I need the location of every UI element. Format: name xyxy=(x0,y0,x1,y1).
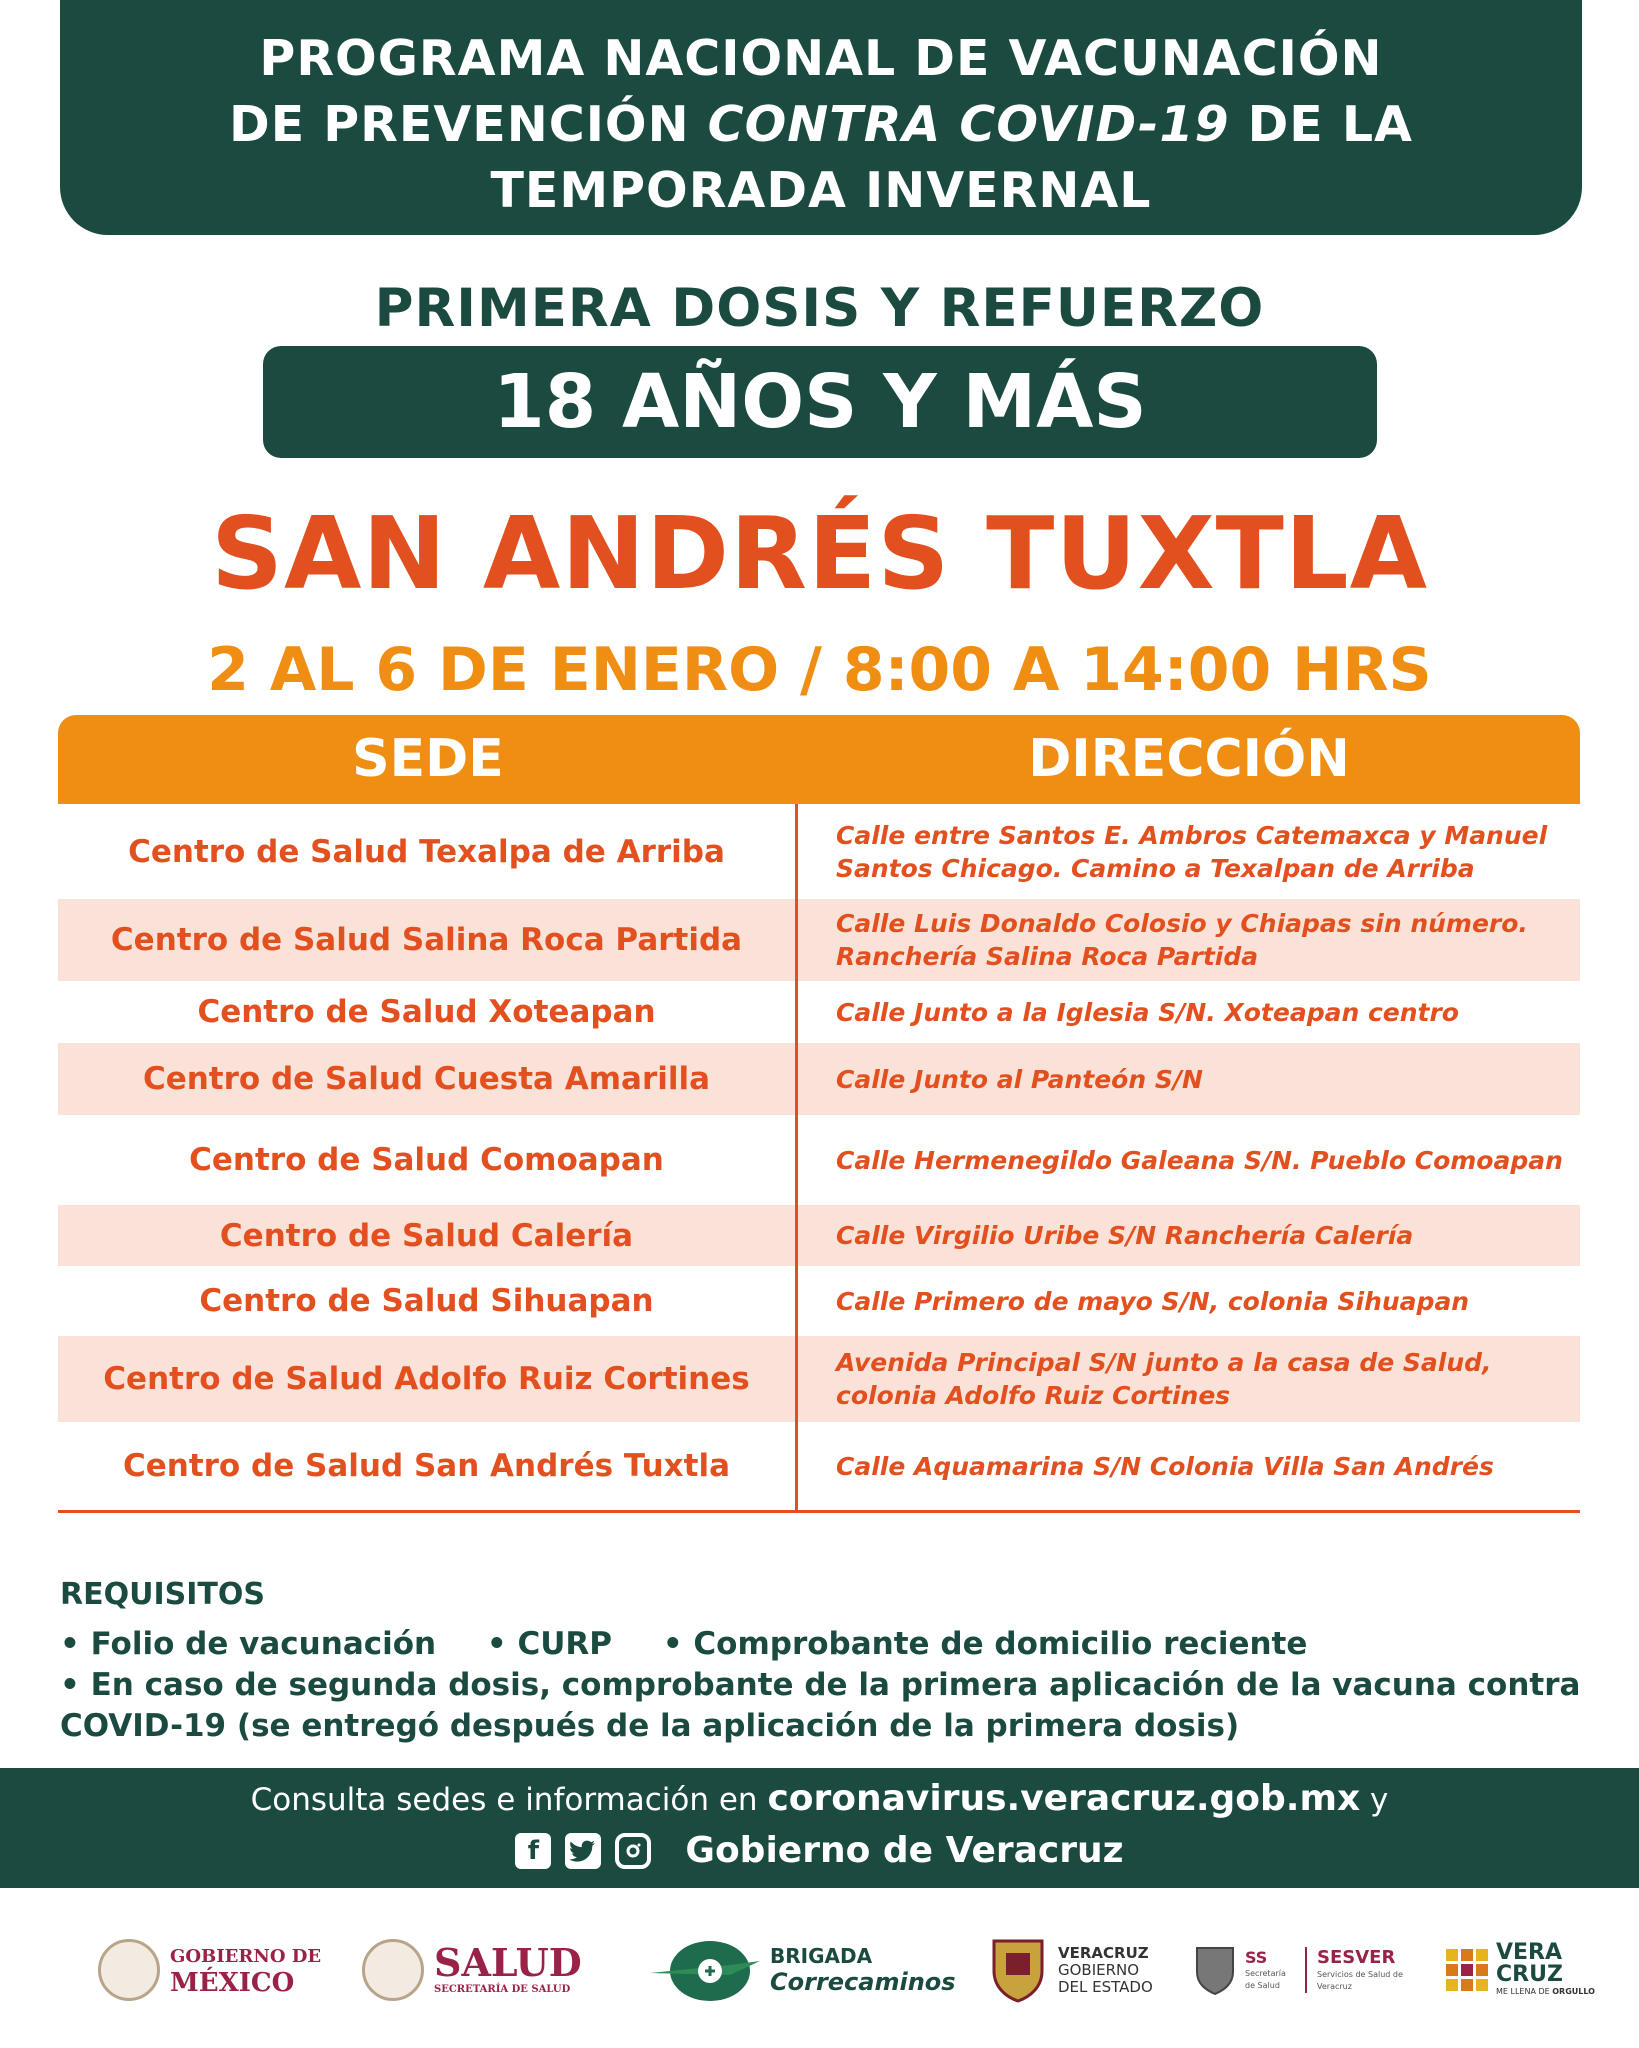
direccion-cell: Calle Junto a la Iglesia S/N. Xoteapan centro xyxy=(836,997,1459,1027)
direccion-cell: Calle Junto al Panteón S/N xyxy=(836,1064,1203,1094)
sede-cell: Centro de Salud San Andrés Tuxtla xyxy=(122,1448,731,1484)
twitter-icon[interactable] xyxy=(565,1833,601,1869)
ss-subtitle: Secretaría de Salud xyxy=(1245,1969,1286,1990)
footer-consult xyxy=(0,1778,1639,1819)
sesver-text xyxy=(1317,1947,1412,1993)
age-badge: 18 AÑOS Y MÁS xyxy=(263,346,1377,458)
veracruz-gobierno-text xyxy=(1058,1945,1153,1996)
sede-cell: Centro de Salud Sihuapan xyxy=(199,1283,654,1319)
requirement-item: • CURP xyxy=(486,1626,613,1662)
table-row xyxy=(58,1422,1580,1510)
table-row xyxy=(58,804,1580,899)
tagline-pre: ME LLENA DE xyxy=(1496,1987,1553,1996)
dose-subtitle: PRIMERA DOSIS Y REFUERZO xyxy=(374,278,1265,339)
table-row xyxy=(58,1115,1580,1205)
direccion-cell: Calle Virgilio Uribe S/N Ranchería Calería xyxy=(836,1221,1414,1250)
table-row xyxy=(58,1266,1580,1336)
vera-cruz-text xyxy=(1496,1942,1595,1998)
ss-title: SS xyxy=(1245,1948,1268,1967)
requirements-section xyxy=(60,1577,1590,1747)
sede-cell: Centro de Salud Calería xyxy=(219,1217,634,1254)
gobierno-mexico-line2: MÉXICO xyxy=(170,1968,295,1998)
sede-cell: Centro de Salud Salina Roca Partida xyxy=(110,922,743,958)
vera-word: VERA xyxy=(1496,1940,1563,1965)
sites-table xyxy=(58,715,1580,1513)
sede-cell: Centro de Salud Xoteapan xyxy=(197,994,656,1030)
ss-shield-icon xyxy=(1193,1944,1237,1996)
sesver-title: SESVER xyxy=(1317,1947,1396,1968)
table-row xyxy=(58,1336,1580,1422)
logos-strip xyxy=(0,1920,1639,2020)
header-line-2-pre: DE PREVENCIÓN xyxy=(229,96,708,153)
veracruz-tagline xyxy=(1496,1986,1595,1998)
requirement-item: • Comprobante de domicilio reciente xyxy=(662,1626,1308,1662)
veracruz-line3: DEL ESTADO xyxy=(1058,1977,1153,1996)
brigada-line2: Correcaminos xyxy=(770,1968,956,1996)
tagline-emphasis: ORGULLO xyxy=(1552,1987,1595,1996)
logo-divider xyxy=(1305,1947,1307,1993)
cruz-word: CRUZ xyxy=(1496,1962,1563,1987)
header-line-1: PROGRAMA NACIONAL DE VACUNACIÓN xyxy=(259,30,1383,87)
veracruz-gobierno-logo xyxy=(990,1920,1153,2020)
direccion-cell: Calle Aquamarina S/N Colonia Villa San Andrés xyxy=(836,1451,1494,1481)
sede-cell: Centro de Salud Texalpa de Arriba xyxy=(128,833,725,870)
veracruz-pattern-icon xyxy=(1444,1947,1490,1993)
direccion-cell: Calle Hermenegildo Galeana S/N. Pueblo Comoapan xyxy=(836,1145,1563,1175)
website-link[interactable]: coronavirus.veracruz.gob.mx xyxy=(767,1778,1361,1819)
header-emphasis: CONTRA COVID-19 xyxy=(707,96,1230,153)
date-schedule: 2 AL 6 DE ENERO / 8:00 A 14:00 HRS xyxy=(207,635,1432,705)
header-banner xyxy=(60,0,1582,235)
table-header xyxy=(58,715,1580,804)
sede-cell: Centro de Salud Cuesta Amarilla xyxy=(142,1061,711,1097)
instagram-icon[interactable] xyxy=(615,1833,651,1869)
footer-consult-suffix: y xyxy=(1360,1782,1389,1818)
sede-cell: Centro de Salud Comoapan xyxy=(189,1142,664,1178)
requirement-item-continued: COVID-19 (se entregó después de la aplicación de la primera dosis) xyxy=(60,1708,1240,1744)
ss-sesver-logo xyxy=(1193,1920,1412,2020)
column-divider xyxy=(795,804,798,1510)
gobierno-mexico-line1: GOBIERNO DE xyxy=(170,1946,322,1967)
direccion-cell: Calle entre Santos E. Ambros Catemaxca y Manuel Santos Chicago. Camino a Texalpan de Arriba xyxy=(836,820,1548,883)
table-row xyxy=(58,1205,1580,1266)
gobierno-mexico-logo xyxy=(98,1920,321,2020)
salud-subtitle: SECRETARÍA DE SALUD xyxy=(434,1984,571,1995)
requirements-line-1 xyxy=(60,1624,1590,1665)
table-row xyxy=(58,981,1580,1043)
direccion-cell: Calle Primero de mayo S/N, colonia Sihuapan xyxy=(836,1286,1470,1316)
footer-bar xyxy=(0,1768,1639,1888)
salud-seal-icon xyxy=(362,1939,424,2001)
table-row xyxy=(58,1043,1580,1115)
veracruz-line2: GOBIERNO xyxy=(1058,1960,1140,1979)
ss-text xyxy=(1245,1948,1295,1992)
salud-title: SALUD xyxy=(434,1940,582,1985)
salud-logo xyxy=(362,1920,582,2020)
mexico-seal-icon xyxy=(98,1939,160,2001)
column-header-direccion: DIRECCIÓN xyxy=(1028,729,1350,789)
brigada-text xyxy=(770,1944,956,1996)
roadrunner-icon xyxy=(650,1935,760,2005)
social-account-name: Gobierno de Veracruz xyxy=(685,1830,1124,1871)
column-header-sede: SEDE xyxy=(352,729,504,789)
veracruz-shield-icon xyxy=(990,1937,1046,2003)
city-title: SAN ANDRÉS TUXTLA xyxy=(211,495,1428,612)
salud-text xyxy=(434,1940,582,1997)
sesver-subtitle: Servicios de Salud de Veracruz xyxy=(1317,1970,1403,1991)
header-line-3: TEMPORADA INVERNAL xyxy=(490,162,1152,219)
table-bottom-rule xyxy=(58,1510,1580,1513)
direccion-cell: Calle Luis Donaldo Colosio y Chiapas sin número. Ranchería Salina Roca Partida xyxy=(836,909,1528,971)
table-body xyxy=(58,804,1580,1510)
footer-social xyxy=(0,1830,1639,1871)
facebook-icon[interactable]: f xyxy=(515,1833,551,1869)
table-row xyxy=(58,899,1580,981)
sede-cell: Centro de Salud Adolfo Ruiz Cortines xyxy=(103,1361,750,1397)
requirement-item: • En caso de segunda dosis, comprobante de la primera aplicación de la vacuna contra xyxy=(60,1667,1581,1703)
brigada-correcaminos-logo xyxy=(650,1920,956,2020)
header-line-2-post: DE LA xyxy=(1229,96,1413,153)
veracruz-orgullo-logo xyxy=(1444,1920,1595,2020)
requirement-item: • Folio de vacunación xyxy=(60,1626,437,1662)
gobierno-mexico-text xyxy=(170,1944,321,1996)
header-line-2 xyxy=(60,92,1582,158)
requirements-title: REQUISITOS xyxy=(60,1577,265,1612)
brigada-line1: BRIGADA xyxy=(770,1944,873,1968)
footer-consult-text: Consulta sedes e información en xyxy=(250,1782,768,1818)
direccion-cell: Avenida Principal S/N junto a la casa de Salud, colonia Adolfo Ruiz Cortines xyxy=(836,1348,1492,1410)
veracruz-line1: VERACRUZ xyxy=(1058,1943,1149,1962)
